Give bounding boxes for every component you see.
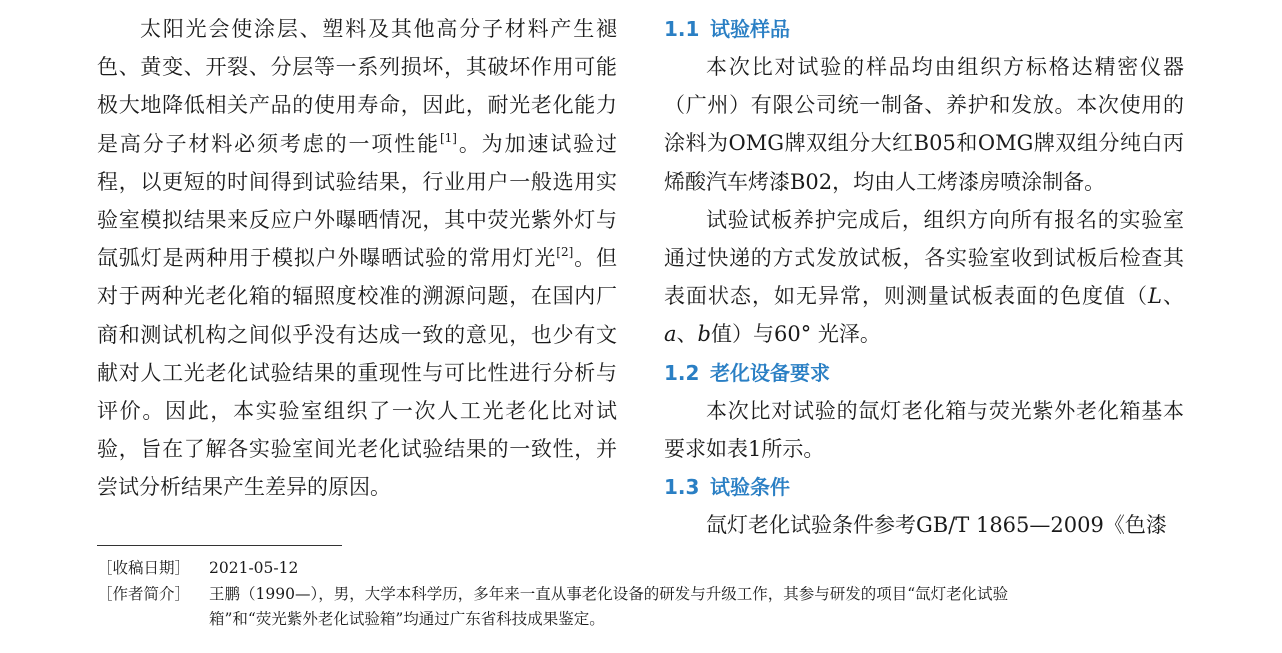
panel-paragraph xyxy=(664,201,1184,354)
section-number: 1.3 xyxy=(664,475,700,500)
author-footnote xyxy=(97,582,1187,607)
equipment-paragraph: 本次比对试验的氙灯老化箱与荧光紫外老化箱基本要求如表1所示。 xyxy=(664,398,1184,461)
section-title: 试验样品 xyxy=(710,17,790,41)
right-column xyxy=(664,10,1184,544)
intro-paragraph xyxy=(97,10,617,507)
var-L: L xyxy=(1148,284,1162,309)
panel-text: 试验试板养护完成后，组织方向所有报名的实验室通过快递的方式发放试板，各实验室收到试板后检查其表面状态，如无异常，则测量试板表面的色度值（ xyxy=(664,207,1184,309)
samples-paragraph: 本次比对试验的样品均由组织方标格达精密仪器（广州）有限公司统一制备、养护和发放。本次使用的涂料为OMG牌双组分大红B05和OMG牌双组分纯白丙烯酸汽车烤漆B02，均由人工烤漆房喷涂制备。 xyxy=(664,55,1184,194)
footnote-divider xyxy=(97,545,342,546)
var-b: b xyxy=(697,322,711,347)
author-label: ［作者简介］ xyxy=(97,585,191,603)
section-number: 1.2 xyxy=(664,360,700,385)
section-title: 老化设备要求 xyxy=(710,360,830,385)
intro-text-2: 。为加速试验过程，以更短的时间得到试验结果，行业用户一般选用实验室模拟结果来反应户外曝晒情况，其中荧光紫外灯与氙弧灯是两种用于模拟户外曝晒试验的常用灯光 xyxy=(97,131,617,271)
section-heading-1-2 xyxy=(664,354,1184,392)
section-heading-1-1 xyxy=(664,10,1184,48)
section-title: 试验条件 xyxy=(710,475,790,500)
separator: 、 xyxy=(676,322,698,347)
section-heading-1-3 xyxy=(664,468,1184,506)
author-footnote-continued: 箱”和“荧光紫外老化试验箱”均通过广东省科技成果鉴定。 xyxy=(209,610,605,628)
intro-text-3: 。但对于两种光老化箱的辐照度校准的溯源问题，在国内厂商和测试机构之间似乎没有达成一致的意见，也少有文献对人工光老化试验结果的重现性与可比性进行分析与评价。因此，本实验室组织了一次人工光老化比对试验，旨在了解各实验室间光老化试验结果的一致性，并尝试分析结果产生差异的原因。 xyxy=(97,246,618,500)
conditions-paragraph: 氙灯老化试验条件参考GB/T 1865—2009《色漆 xyxy=(706,513,1167,538)
var-a: a xyxy=(664,322,677,347)
panel-text-end: 值）与60° 光泽。 xyxy=(710,322,881,347)
citation-1: [1] xyxy=(439,130,457,145)
left-column xyxy=(97,10,617,507)
section-number: 1.1 xyxy=(664,17,700,41)
intro-text-1: 太阳光会使涂层、塑料及其他高分子材料产生褪色、黄变、开裂、分层等一系列损坏，其破坏作用可能极大地降低相关产品的使用寿命，因此，耐光老化能力是高分子材料必须考虑的一项性能 xyxy=(97,17,617,156)
author-text-1: 王鹏（1990—），男，大学本科学历，多年来一直从事老化设备的研发与升级工作，其参与研发的项目“氙灯老化试验 xyxy=(209,585,1009,603)
received-value: 2021-05-12 xyxy=(209,559,299,577)
received-date-footnote xyxy=(97,556,1187,581)
received-label: ［收稿日期］ xyxy=(97,559,191,577)
separator: 、 xyxy=(1162,284,1185,309)
citation-2: [2] xyxy=(556,245,574,260)
